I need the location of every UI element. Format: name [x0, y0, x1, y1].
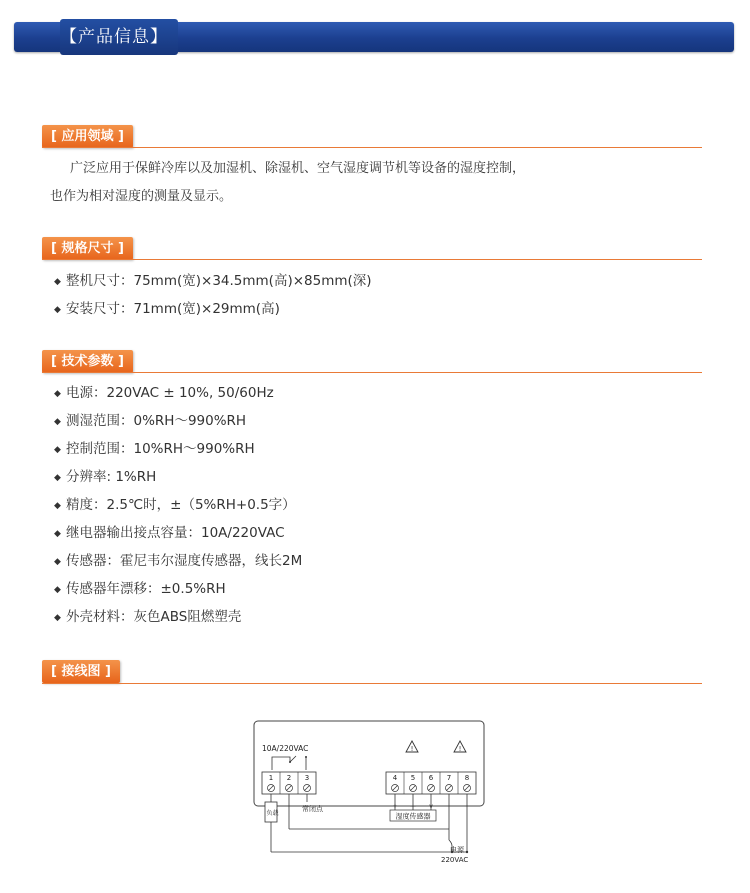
spec-item: ◆ 传感器：霍尼韦尔湿度传感器，线长2M	[54, 553, 303, 569]
section-title-specs: [ 技术参数 ]	[42, 350, 133, 373]
spec-item: ◆ 传感器年漂移：±0.5%RH	[54, 581, 226, 597]
bullet-icon: ◆	[54, 585, 61, 595]
terminal-number: 2	[286, 774, 292, 782]
spec-item: ◆ 测湿范围：0%RH～990%RH	[54, 413, 247, 429]
terminal-number: 6	[428, 774, 434, 782]
power-voltage-label: 220VAC	[441, 856, 469, 864]
terminal-number: 4	[392, 774, 398, 782]
dimension-item: ◆ 整机尺寸：75mm(宽)×34.5mm(高)×85mm(深)	[54, 273, 372, 289]
svg-text:!: !	[458, 745, 462, 753]
terminal-number: 5	[410, 774, 416, 782]
page-title: 【产品信息】	[60, 27, 168, 47]
spec-item: ◆ 控制范围：10%RH～990%RH	[54, 441, 255, 457]
bullet-icon: ◆	[54, 557, 61, 567]
sensor-label: 湿度传感器	[395, 812, 431, 821]
bullet-icon: ◆	[54, 529, 61, 539]
application-text-line-1: 广泛应用于保鲜冷库以及加湿机、除湿机、空气湿度调节机等设备的湿度控制，	[70, 161, 526, 176]
terminal-number: 7	[446, 774, 452, 782]
spec-item: ◆ 继电器输出接点容量：10A/220VAC	[54, 525, 285, 541]
spec-item: ◆ 精度：2.5℃时，±（5%RH+0.5字）	[54, 497, 296, 513]
terminal-number: 3	[304, 774, 310, 782]
section-divider	[42, 372, 702, 373]
sensor-pin-label: —	[410, 803, 416, 810]
spec-item: ◆ 电源：220VAC ± 10%, 50/60Hz	[54, 385, 274, 401]
bullet-icon: ◆	[54, 417, 61, 427]
bullet-icon: ◆	[54, 613, 61, 623]
bullet-icon: ◆	[54, 501, 61, 511]
section-divider	[42, 147, 702, 148]
power-label: 电源	[450, 846, 464, 854]
terminal-number: 8	[464, 774, 470, 782]
section-divider	[42, 259, 702, 260]
relay-rating-label: 10A/220VAC	[262, 744, 309, 753]
sensor-pin-label: v	[429, 803, 433, 810]
application-text-line-2: 也作为相对湿度的测量及显示。	[50, 189, 233, 204]
section-title-wiring: [ 接线图 ]	[42, 660, 120, 683]
spec-item: ◆ 分辨率: 1%RH	[54, 469, 157, 485]
load-label: 负载	[266, 810, 279, 817]
section-title-application: [ 应用领域 ]	[42, 125, 133, 148]
bullet-icon: ◆	[54, 445, 61, 455]
bullet-icon: ◆	[54, 277, 61, 287]
spec-item: ◆ 外壳材料：灰色ABS阻燃塑壳	[54, 609, 242, 625]
terminal-number: 1	[268, 774, 274, 782]
wiring-diagram	[240, 715, 500, 870]
bullet-icon: ◆	[54, 305, 61, 315]
sensor-pin-label: +	[392, 803, 398, 810]
svg-text:!: !	[410, 745, 414, 753]
bullet-icon: ◆	[54, 389, 61, 399]
dimension-item: ◆ 安装尺寸：71mm(宽)×29mm(高)	[54, 301, 280, 317]
section-divider	[42, 683, 702, 684]
bullet-icon: ◆	[54, 473, 61, 483]
section-title-dimensions: [ 规格尺寸 ]	[42, 237, 133, 260]
normally-closed-label: 常闭点	[302, 805, 323, 813]
